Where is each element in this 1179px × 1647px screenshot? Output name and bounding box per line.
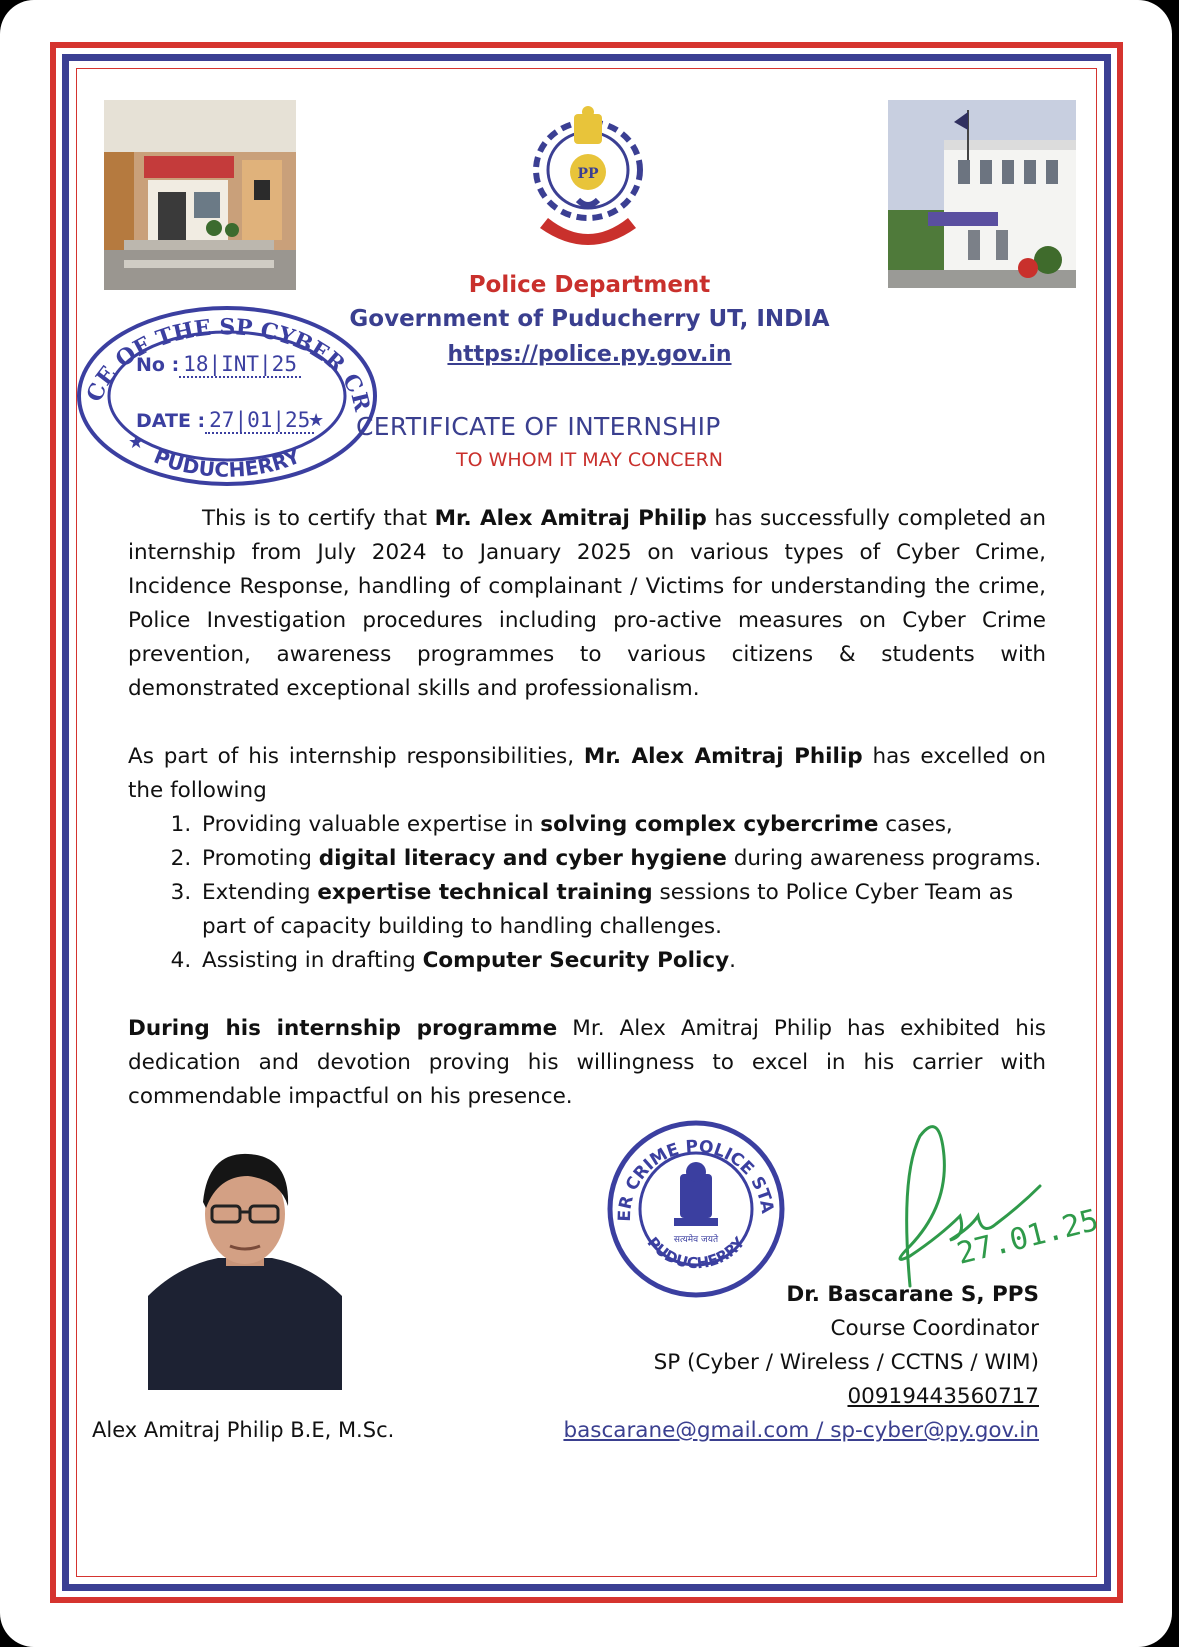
government-title: Government of Puducherry UT, INDIA: [349, 306, 830, 332]
svg-text:★: ★: [128, 432, 145, 453]
station-seal-bottom-text: PUDUCHERRY: [643, 1233, 749, 1273]
certificate-subtitle: TO WHOM IT MAY CONCERN: [456, 449, 723, 471]
list-item: 3. Extending expertise technical training sessions to Police Cyber Team as part of capacity building to handling challenges.: [198, 876, 1046, 944]
signatory-phone[interactable]: 00919443560717: [847, 1384, 1039, 1409]
responsibilities-list: [128, 808, 1046, 978]
svg-text:★: ★: [308, 410, 325, 431]
closing-paragraph: During his internship programme Mr. Alex Amitraj Philip has exhibited his dedication and devotion proving his willingness to excel in his carrier with commendable impactful on his presence.: [128, 1016, 1046, 1109]
signatory-email[interactable]: bascarane@gmail.com / sp-cyber@py.gov.in: [563, 1418, 1039, 1443]
certification-paragraph: This is to certify that Mr. Alex Amitraj Philip has successfully completed an internship from July 2024 to January 2025 on various types of Cyber Crime, Incidence Response, handling of complainant / Victims for understanding the crime, Police Investigation procedures including pro-active measures on Cyber Crime prevention, awareness programmes to various citizens & students with demonstrated exceptional skills and professionalism.: [128, 506, 1047, 701]
station-entrance-photo: [104, 100, 296, 290]
coordinator-signature: [870, 1116, 1103, 1296]
signatory-post: SP (Cyber / Wireless / CCTNS / WIM): [653, 1350, 1039, 1375]
station-seal-ring-text: ER CRIME POLICE STA: [614, 1136, 777, 1222]
seal-date-label: DATE :: [136, 410, 206, 432]
seal-number-row: [136, 352, 301, 376]
police-headquarters-photo: [888, 100, 1076, 288]
seal-bottom-text: PUDUCHERRY: [150, 443, 304, 482]
seal-date-value: 27|01|25: [205, 408, 314, 434]
svg-text:PP: PP: [577, 166, 599, 182]
responsibilities-section: [128, 740, 1046, 978]
seal-date-row: [136, 408, 314, 432]
seal-number-label: No :: [136, 354, 180, 376]
station-seal-motto: सत्यमेव जयते: [673, 1235, 719, 1245]
intern-caption: Alex Amitraj Philip B.E, M.Sc.: [92, 1418, 395, 1442]
certificate-title: CERTIFICATE OF INTERNSHIP: [356, 412, 721, 441]
responsibilities-intro: As part of his internship responsibilities, Mr. Alex Amitraj Philip has excelled on the following: [128, 744, 1046, 803]
signatory-name: Dr. Bascarane S, PPS: [786, 1282, 1039, 1307]
intern-portrait-photo: [148, 1146, 342, 1390]
list-item: 2. Promoting digital literacy and cyber hygiene during awareness programs.: [198, 842, 1046, 876]
police-emblem-icon: [508, 100, 668, 260]
department-title: Police Department: [468, 272, 711, 298]
seal-number-value: 18|INT|25: [179, 352, 301, 378]
list-item: 4. Assisting in drafting Computer Security Policy.: [198, 944, 1046, 978]
website-link[interactable]: https://police.py.gov.in: [447, 342, 732, 367]
signatory-role: Course Coordinator: [830, 1316, 1039, 1341]
list-item: 1. Providing valuable expertise in solving complex cybercrime cases,: [198, 808, 1046, 842]
intern-name: Mr. Alex Amitraj Philip: [434, 506, 707, 531]
seal-ring-text: CE OF THE SP CYBER CR: [81, 314, 376, 414]
cyber-crime-police-station-seal: [604, 1118, 788, 1300]
signatory-block: [563, 1278, 1039, 1448]
signature-date: 27.01.25: [953, 1202, 1103, 1272]
